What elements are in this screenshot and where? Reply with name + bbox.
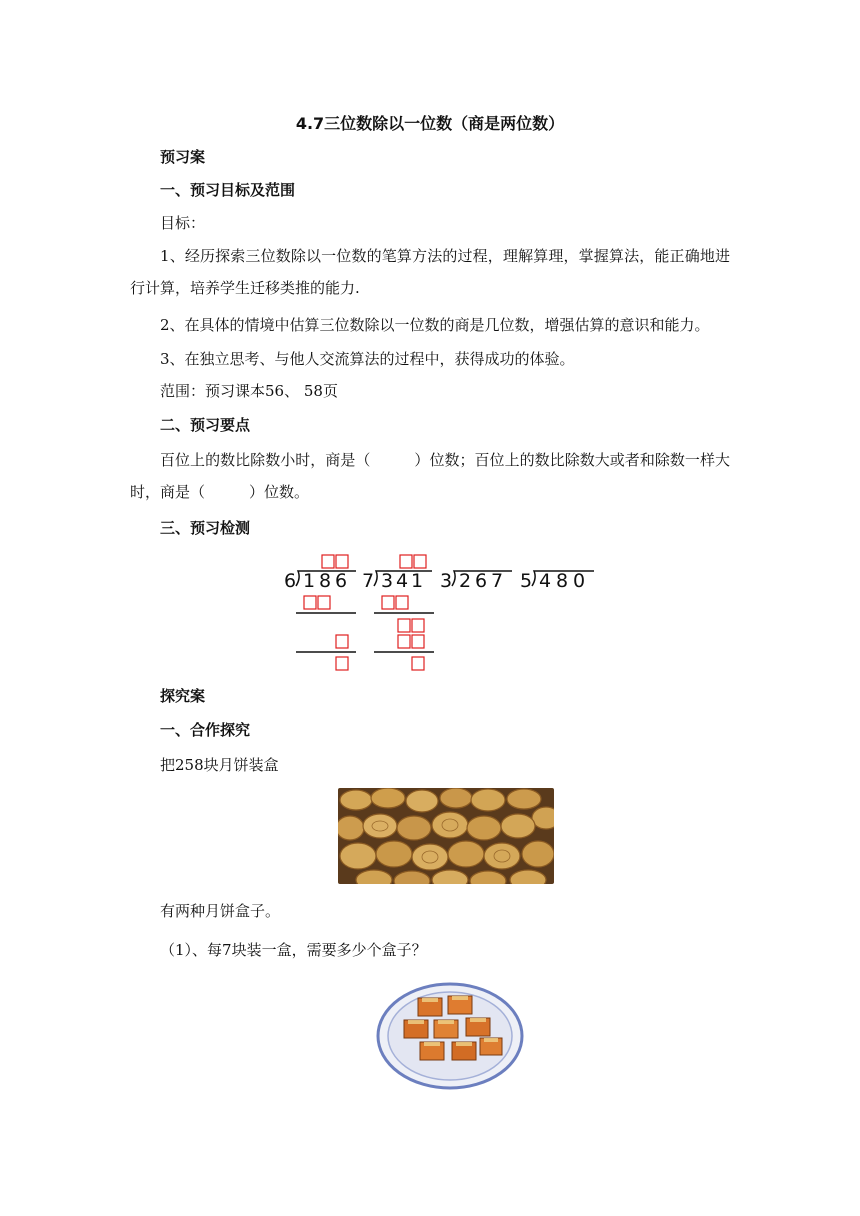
dividend-digit: 8 [319, 570, 332, 592]
division-problem-2 [362, 570, 432, 592]
dividend-digit: 6 [335, 570, 348, 592]
page-title: 4.7三位数除以一位数（商是两位数） [295, 114, 565, 133]
preview-heading: 预习案 [160, 148, 206, 166]
dividend-digit: 4 [396, 570, 409, 592]
section-key-points-heading: 二、预习要点 [160, 416, 251, 434]
question-1: （1）、每7块装一盒，需要多少个盒子？ [160, 941, 427, 959]
dividend-digit: 1 [303, 570, 316, 592]
goal-label: 目标： [160, 214, 206, 232]
goal-3: 3、在独立思考、与他人交流算法的过程中，获得成功的体验。 [160, 350, 575, 368]
goal-1: 1、经历探索三位数除以一位数的笔算方法的过程，理解算理，掌握算法，能正确地进行计算，培养学生迁移类推的能力. [130, 247, 730, 297]
key-point-part-c: ）位数。 [249, 483, 310, 501]
note-text: 有两种月饼盒子。 [160, 902, 281, 920]
divisor: 5 [520, 570, 533, 592]
key-point-part-b: ）位数；百位上的数比除数大或者和除数一样大时，商是（ [130, 451, 730, 501]
key-point-part-a: 百位上的数比除数小时，商是（ [160, 451, 371, 469]
section-cooperation-heading: 一、合作探究 [160, 721, 251, 739]
dividend-digit: 0 [573, 570, 586, 592]
key-point-paragraph [130, 444, 730, 508]
dividend-digit: 1 [411, 570, 424, 592]
dividend-digit: 7 [491, 570, 504, 592]
explore-heading: 探究案 [160, 687, 206, 705]
divisor: 6 [284, 570, 297, 592]
divisor: 7 [362, 570, 375, 592]
division-problem-3 [440, 570, 512, 592]
mooncakes-photo [338, 788, 554, 884]
section-check-heading: 三、预习检测 [160, 519, 251, 537]
division-problem-4 [520, 570, 594, 592]
dividend-digit: 8 [556, 570, 569, 592]
working-boxes[interactable] [304, 596, 424, 670]
division-problem-1 [284, 570, 356, 592]
section-goals-heading: 一、预习目标及范围 [160, 181, 296, 199]
mooncake-plate-image [376, 980, 524, 1092]
goal-2: 2、在具体的情境中估算三位数除以一位数的商是几位数，增强估算的意识和能力。 [160, 316, 710, 334]
long-division-figure [280, 550, 600, 674]
task-text: 把258块月饼装盒 [160, 756, 279, 774]
quotient-boxes[interactable] [322, 555, 426, 568]
dividend-digit: 4 [539, 570, 552, 592]
dividend-digit: 3 [381, 570, 394, 592]
dividend-digit: 6 [475, 570, 488, 592]
dividend-digit: 2 [459, 570, 472, 592]
range-text: 范围：预习课本56、 58页 [160, 382, 338, 400]
divisor: 3 [440, 570, 453, 592]
